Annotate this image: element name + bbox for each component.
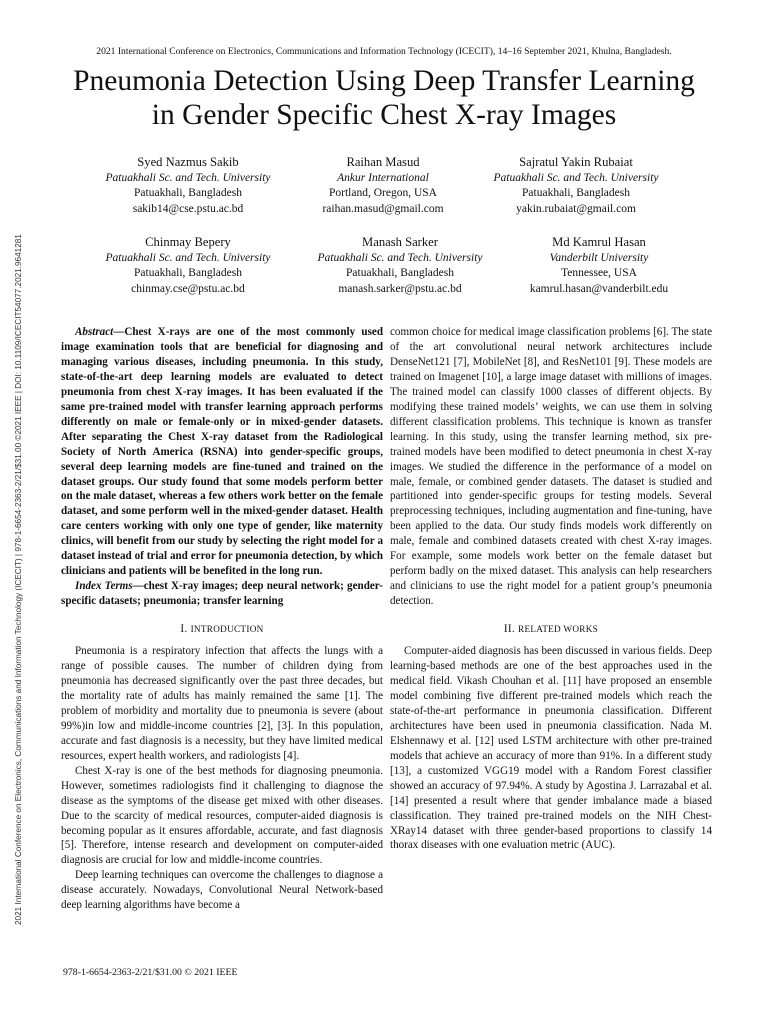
author-affiliation: Patuakhali Sc. and Tech. University (493, 171, 659, 184)
right-column (390, 325, 712, 853)
doi-sidebar: 2021 International Conference on Electronics, Communications and Information Technology (ICECIT) | 978-1-6654-2363-2/21/$31.00 ©2021 IEEE | DOI: 10.1109/ICECIT54077.2021.9641281 (14, 234, 23, 925)
author-block (474, 235, 724, 297)
title-line-2: in Gender Specific Chest X-ray Images (151, 99, 617, 131)
section-heading-related-works: II. RELATED WORKS (503, 623, 599, 636)
copyright-footer: 978-1-6654-2363-2/21/$31.00 © 2021 IEEE (63, 967, 238, 978)
author-name: Chinmay Bepery (145, 235, 231, 249)
author-affiliation: Patuakhali Sc. and Tech. University (105, 251, 271, 264)
author-email[interactable]: yakin.rubaiat@gmail.com (516, 202, 636, 215)
author-affiliation: Patuakhali Sc. and Tech. University (105, 171, 271, 184)
index-terms-text: chest X-ray images; deep neural network; gender-specific datasets; pneumonia; transfer learning (61, 580, 383, 608)
paragraph: common choice for medical image classification problems [6]. The state of the art convolutional neural network architectures include DenseNet121 [7], MobileNet [8], and ResNet101 [9]. These models are trained on Imagenet [10], a large image dataset with millions of images. The trained model can classify 1000 classes of different objects. By modifying these trained models’ weights, we can use them in solving different classification problems. This technique is known as transfer learning. In this study, using the transfer learning method, six pre-trained models have been modified to detect pneumonia in chest X-ray images. We studied the difference in the performance of a model on male, female, or combined gender datasets. The dataset is studied and partitioned into gender-specific groups for testing models. Several preprocessing techniques, including augmentation and fine-tuning, have been applied to the data. Our study finds models work differently on male, female and combined datasets created with chest X-ray images. For example, some models work better on the female dataset but perform badly on the mixed dataset. This analysis can help researchers and clinicians to use the right model for a patient group’s pneumonia detection. (390, 326, 712, 608)
title-line-1: Pneumonia Detection Using Deep Transfer Learning (73, 65, 695, 97)
author-name: Md Kamrul Hasan (552, 235, 646, 249)
paper-title (40, 64, 728, 132)
author-email[interactable]: manash.sarker@pstu.ac.bd (338, 282, 462, 295)
abstract-text: Chest X-rays are one of the most commonly used image examination tools that are beneficial for diagnosing and managing various diseases, including pneumonia. In this study, state-of-the-art deep learning models are evaluated to detect pneumonia from chest X-ray images. It has been evaluated if the same pre-trained model with transfer learning approach performs differently on male or female-only or in mixed-gender datasets. After separating the Chest X-ray dataset from the Radiological Society of North America (RSNA) into gender-specific groups, several deep learning models are fine-tuned and trained on the dataset groups. Our study found that some models perform better on the male dataset, whereas a few others work better on the female dataset, and some perform well in the mixed-gender dataset. Health care centers working with only one type of gender, like maternity clinics, will benefit from our study by selecting the right model for a dataset instead of trial and error for pneumonia detection, by which clinicians and patients will be benefited in the long run. (61, 326, 383, 578)
conference-header: 2021 International Conference on Electronics, Communications and Information Technology (ICECIT), 14–16 September 2021, Khulna, Bangladesh. (96, 46, 672, 57)
author-location: Patuakhali, Bangladesh (346, 267, 454, 279)
paragraph: Chest X-ray is one of the best methods for diagnosing pneumonia. However, sometimes radiologists find it challenging to diagnose the disease as the symptoms of the disease get mixed with other diseases. Due to the scarcity of medical resources, computer-aided diagnosis is becoming popular as it ensures affordable, accurate, and fast diagnosis [5]. Therefore, intense research and development on computer-aided diagnosis are crucial for low and middle-income countries. (61, 764, 383, 867)
index-terms-label: Index Terms (75, 580, 133, 593)
author-name: Syed Nazmus Sakib (137, 155, 239, 169)
author-location: Tennessee, USA (561, 267, 637, 279)
section-heading-introduction: I. INTRODUCTION (180, 623, 264, 636)
author-location: Patuakhali, Bangladesh (134, 267, 242, 279)
abstract: Abstract—Chest X-rays are one of the most commonly used image examination tools that are beneficial for diagnosing and managing various diseases, including pneumonia. In this study, state-of-the-art deep learning models are evaluated to detect pneumonia from chest X-ray images. It has been evaluated if the same pre-trained model with transfer learning approach performs differently on male or female-only or in mixed-gender datasets. After separating the Chest X-ray dataset from the Radiological Society of North America (RSNA) into gender-specific groups, several deep learning models are fine-tuned and trained on the dataset groups. Our study found that some models perform better on the male dataset, whereas a few others work better on the female dataset, and some perform well in the mixed-gender dataset. Health care centers working with only one type of gender, like maternity clinics, will benefit from our study by selecting the right model for a dataset instead of trial and error for pneumonia detection, by which clinicians and patients will be benefited in the long run. (61, 326, 383, 578)
author-location: Portland, Oregon, USA (329, 187, 437, 199)
index-terms: Index Terms—chest X-ray images; deep neural network; gender-specific datasets; pneumonia; transfer learning (61, 580, 383, 608)
author-email[interactable]: chinmay.cse@pstu.ac.bd (131, 282, 245, 295)
paragraph: Deep learning techniques can overcome the challenges to diagnose a disease accurately. Nowadays, Convolutional Neural Network-based deep learning algorithms have become a (61, 869, 383, 912)
paragraph: Computer-aided diagnosis has been discussed in various fields. Deep learning-based methods are one of the best approaches used in the medical field. Vikash Chouhan et al. [11] have proposed an ensemble model combining five different pre-trained models which reach the state-of-the-art performance in pneumonia classification. Different architectures have been used in pneumonia classification. Nada M. Elshennawy et al. [12] used LSTM architecture with other pre-trained models that achieve an accuracy of more than 91%. In a different study [13], a customized VGG19 model with a Random Forest classifier showed an accuracy of 97.94%. A study by Agostina J. Larrazabal et al. [14] presented a result where that gender imbalance made a biased classification. They trained pre-trained models on the NIH Chest-XRay14 dataset with three gender-based proportions to classify 14 thorax diseases with one evaluation metric (AUC). (390, 645, 712, 852)
paragraph: Pneumonia is a respiratory infection that affects the lungs with a range of possible causes. The number of children dying from pneumonia has decreased significantly over the past three decades, but the mortality rate of adults has mainly remained the same [1]. The problem of morbidity and mortality due to pneumonia is severe (about 99%)in low and middle-income countries [2], [3]. In this population, accurate and fast diagnosis is a necessity, but they have limited medical resources, expert health workers, and radiologists [4]. (61, 645, 383, 762)
author-name: Manash Sarker (362, 235, 438, 249)
author-block (451, 155, 701, 217)
author-email[interactable]: kamrul.hasan@vanderbilt.edu (529, 282, 669, 295)
author-name: Sajratul Yakin Rubaiat (519, 155, 633, 169)
left-column (61, 325, 383, 913)
author-affiliation: Patuakhali Sc. and Tech. University (317, 251, 483, 264)
author-email[interactable]: sakib14@cse.pstu.ac.bd (132, 202, 244, 215)
author-name: Raihan Masud (346, 155, 420, 169)
author-email[interactable]: raihan.masud@gmail.com (322, 202, 444, 215)
author-location: Patuakhali, Bangladesh (522, 187, 630, 199)
abstract-label: Abstract (75, 326, 114, 338)
author-affiliation: Vanderbilt University (549, 251, 649, 264)
author-location: Patuakhali, Bangladesh (134, 187, 242, 199)
author-affiliation: Ankur International (337, 171, 429, 184)
